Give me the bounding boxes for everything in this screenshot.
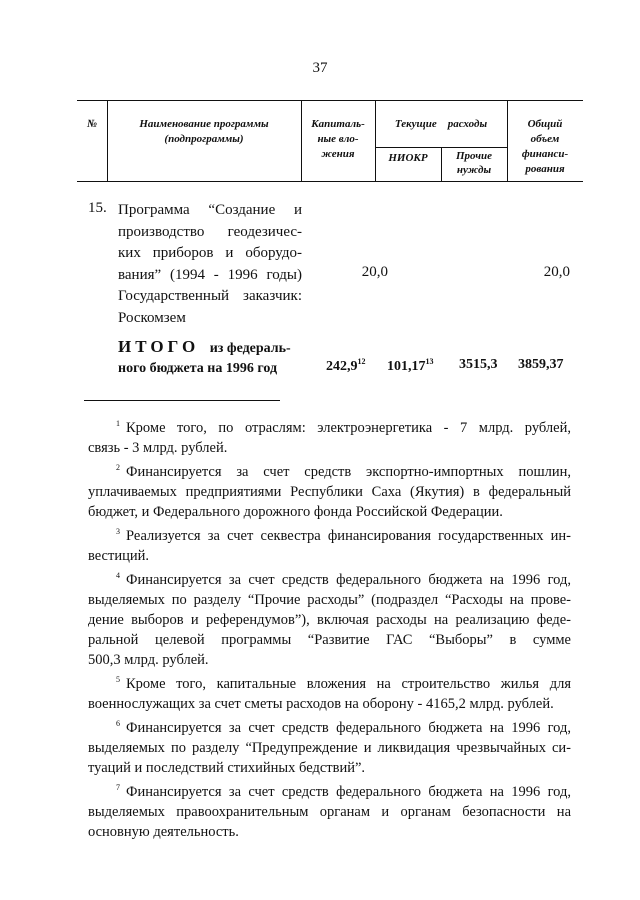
footnote-ref: 12 (357, 357, 366, 366)
row-text-line: Государственный заказчик: (118, 288, 302, 304)
row-number: 15. (88, 200, 107, 216)
total-capital (326, 357, 366, 375)
row-text-line: Роскомзем (118, 309, 186, 326)
footnote-line: выделяемых по разделу “Предупреждение и ликвидация чрезвычайных си- (88, 740, 571, 756)
row-text-line: Программа “Создание и (118, 202, 302, 218)
header-name-line: (подпрограммы) (164, 133, 244, 145)
row-text-line: вания” (1994 - 1996 годы) (118, 266, 302, 283)
row-capital-value: 20,0 (361, 264, 388, 280)
row-text-line: ких приборов и оборудо- (118, 245, 302, 261)
footnote-line: дение выборов и референдумов”), включая расходы на реализацию феде- (88, 612, 571, 628)
row-program-name (118, 200, 302, 329)
footnote-line (88, 458, 571, 482)
header-capital (301, 117, 375, 162)
footnote-line: связь - 3 млрд. рублей. (88, 440, 228, 456)
footnote-line: выделяемых по разделу “Прочие расходы” (подраздел “Расходы на прове- (88, 592, 571, 608)
header-current: Текущие расходы (394, 118, 488, 130)
footnote-line: вестиций. (88, 548, 149, 564)
row-text-line: производство геодезичес- (118, 223, 302, 240)
footnote-6 (88, 714, 571, 778)
footnote-7 (88, 778, 571, 842)
footnote-ref: 13 (425, 357, 434, 366)
footnote-mark: 2 (116, 463, 120, 472)
footnote-mark: 6 (116, 719, 120, 728)
header-total-line: объем (530, 133, 560, 145)
footnote-text: Реализуется за счет секвестра финансирования государственных ин- (126, 528, 571, 544)
footnote-text: Финансируется за счет средств федерального бюджета на 1996 год, (126, 720, 571, 736)
footnotes (88, 414, 571, 842)
footnote-3 (88, 522, 571, 566)
table-header (77, 100, 583, 182)
footnote-4 (88, 566, 571, 670)
header-capital-line: ные вло- (317, 133, 359, 145)
header-split-line (375, 147, 507, 148)
footnote-mark: 1 (116, 419, 120, 428)
header-total (507, 117, 583, 177)
header-other-line: Прочие (455, 150, 493, 162)
header-name (107, 117, 301, 147)
total-label (118, 337, 291, 379)
footnote-line: бюджет, и Федерального дорожного фонда Российской Федерации. (88, 504, 503, 520)
footnote-2 (88, 458, 571, 522)
footnote-line: 500,3 млрд. рублей. (88, 652, 209, 668)
footnote-line (88, 714, 571, 738)
header-total-line: финанси- (521, 148, 569, 160)
footnote-5 (88, 670, 571, 714)
total-label-rest: из федераль- (209, 341, 291, 356)
header-name-line: Наименование программы (139, 118, 269, 130)
total-label-line2: ного бюджета на 1996 год (118, 361, 278, 376)
header-total-line: Общий (527, 118, 563, 130)
footnote-line (88, 522, 571, 546)
total-niokr (387, 357, 434, 375)
total-capital-value: 242,9 (326, 359, 358, 374)
footnote-text: Финансируется за счет средств федерального бюджета на 1996 год, (126, 784, 571, 800)
total-label-big: ИТОГО (118, 337, 200, 356)
footnote-mark: 7 (116, 783, 120, 792)
page-number: 37 (312, 60, 328, 76)
row-total-value: 20,0 (543, 264, 570, 280)
footnote-line (88, 670, 571, 694)
footnote-line: ральной целевой программы “Развитие ГАС “Выборы” в сумме (88, 632, 571, 648)
total-other: 3515,3 (459, 357, 498, 372)
footnote-mark: 3 (116, 527, 120, 536)
footnote-line: военнослужащих за счет сметы расходов на оборону - 4165,2 млрд. рублей. (88, 696, 554, 712)
footnote-line: уплачиваемых предприятиями Республики Саха (Якутия) в федеральный (88, 484, 571, 500)
header-total-line: рования (525, 163, 565, 175)
footnote-separator (84, 400, 280, 401)
footnote-line (88, 566, 571, 590)
header-capital-line: Капиталь- (311, 118, 365, 130)
footnote-text: Финансируется за счет средств экспортно-импортных пошлин, (126, 464, 571, 480)
header-capital-line: жения (321, 148, 355, 160)
footnote-mark: 5 (116, 675, 120, 684)
footnote-line: туаций и последствий стихийных бедствий”. (88, 760, 366, 776)
footnote-line: выделяемых правоохранительным органам и органам безопасности на (88, 804, 571, 820)
footnote-line: основную деятельность. (88, 824, 239, 840)
header-other-line: нужды (456, 164, 492, 176)
footnote-mark: 4 (116, 571, 120, 580)
footnote-1 (88, 414, 571, 458)
footnote-line (88, 414, 571, 438)
total-sum: 3859,37 (518, 357, 564, 372)
footnote-text: Кроме того, капитальные вложения на строительство жилья для (126, 676, 571, 692)
header-niokr: НИОКР (388, 152, 428, 164)
footnote-line (88, 778, 571, 802)
footnote-text: Финансируется за счет средств федерального бюджета на 1996 год, (126, 572, 571, 588)
header-other (441, 149, 507, 177)
header-num: № (86, 118, 98, 130)
total-niokr-value: 101,17 (387, 359, 426, 374)
footnote-text: Кроме того, по отраслям: электроэнергетика - 7 млрд. рублей, (126, 420, 571, 436)
column-divider (375, 101, 376, 181)
